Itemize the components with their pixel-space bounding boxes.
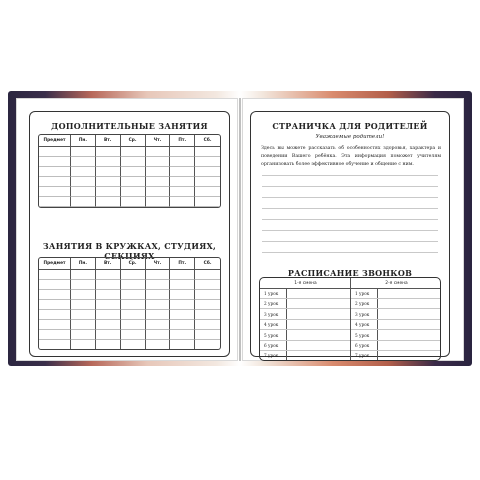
table-cell[interactable]: [96, 340, 121, 350]
table-cell[interactable]: [96, 167, 121, 177]
table-cell[interactable]: [39, 157, 71, 167]
table-cell[interactable]: [170, 300, 195, 310]
table-cell[interactable]: [96, 300, 121, 310]
lesson-label-shift2: 2 урок: [351, 299, 441, 309]
column-header: Вт.: [96, 258, 121, 270]
column-header: Пт.: [170, 258, 195, 270]
column-header: Чт.: [146, 135, 171, 147]
table-cell[interactable]: [146, 330, 171, 340]
table-cell[interactable]: [39, 310, 71, 320]
table-cell[interactable]: [121, 280, 146, 290]
table-cell[interactable]: [39, 300, 71, 310]
table-cell[interactable]: [71, 167, 96, 177]
spine: [239, 98, 241, 361]
table-cell[interactable]: [195, 330, 220, 340]
column-header: Ср.: [121, 258, 146, 270]
table-cell[interactable]: [195, 340, 220, 350]
table-cell[interactable]: [170, 290, 195, 300]
table-cell[interactable]: [195, 290, 220, 300]
table-cell[interactable]: [71, 157, 96, 167]
table-cell[interactable]: [146, 177, 171, 187]
table-cell[interactable]: [96, 290, 121, 300]
column-header: Пн.: [71, 258, 96, 270]
table-cell[interactable]: [146, 310, 171, 320]
bell-schedule-table: [259, 277, 441, 361]
table-cell[interactable]: [121, 197, 146, 207]
greeting: Уважаемые родители!: [315, 134, 385, 140]
table-cell[interactable]: [195, 177, 220, 187]
table-cell[interactable]: [195, 187, 220, 197]
table-cell[interactable]: [195, 270, 220, 280]
table-cell[interactable]: [170, 270, 195, 280]
column-header: Пт.: [170, 135, 195, 147]
table-cell[interactable]: [96, 157, 121, 167]
table-cell[interactable]: [121, 330, 146, 340]
table-cell[interactable]: [96, 280, 121, 290]
table-cell[interactable]: [96, 270, 121, 280]
table-cell[interactable]: [121, 320, 146, 330]
table-cell[interactable]: [195, 197, 220, 207]
table-cell[interactable]: [121, 270, 146, 280]
table-cell[interactable]: [121, 157, 146, 167]
column-header: Предмет: [39, 135, 71, 147]
column-header: Предмет: [39, 258, 71, 270]
table-cell[interactable]: [121, 167, 146, 177]
table-cell[interactable]: [71, 330, 96, 340]
table-cell[interactable]: [71, 280, 96, 290]
table-cell[interactable]: [195, 147, 220, 157]
table-cell[interactable]: [170, 330, 195, 340]
lesson-label-shift1: 6 урок: [260, 341, 350, 351]
table-cell[interactable]: [146, 340, 171, 350]
column-header: Сб.: [195, 258, 220, 270]
table-cell[interactable]: [121, 177, 146, 187]
note-line: [262, 197, 438, 198]
bells-title: РАСПИСАНИЕ ЗВОНКОВ: [287, 268, 413, 278]
shift1-header: 1-я смена: [260, 278, 351, 289]
table-cell[interactable]: [195, 167, 220, 177]
intro-text: Здесь вы можете рассказать об особенностях здоровья, характера и поведении Вашего ребёнка. Эта информация поможет учителям организовать более эффективное обучение и общение с ним.: [261, 146, 441, 167]
table-cell[interactable]: [39, 320, 71, 330]
table-cell[interactable]: [146, 290, 171, 300]
note-line: [262, 186, 438, 187]
note-line: [262, 175, 438, 176]
table-cell[interactable]: [146, 197, 171, 207]
lesson-label-shift1: 1 урок: [260, 289, 350, 299]
table-cell[interactable]: [170, 177, 195, 187]
table-cell[interactable]: [71, 300, 96, 310]
table-cell[interactable]: [170, 340, 195, 350]
lesson-label-shift1: 4 урок: [260, 320, 350, 330]
table-cell[interactable]: [71, 147, 96, 157]
shift2-header: 2-я смена: [351, 278, 441, 289]
table-cell[interactable]: [71, 270, 96, 280]
table-cell[interactable]: [71, 290, 96, 300]
table-cell[interactable]: [170, 167, 195, 177]
extra-classes-table: [38, 134, 221, 208]
table-cell[interactable]: [71, 177, 96, 187]
column-header: Сб.: [195, 135, 220, 147]
table-cell[interactable]: [146, 157, 171, 167]
table-cell[interactable]: [71, 340, 96, 350]
table-cell[interactable]: [39, 177, 71, 187]
table-cell[interactable]: [170, 280, 195, 290]
table-cell[interactable]: [170, 310, 195, 320]
lesson-label-shift2: 1 урок: [351, 289, 441, 299]
column-header: Чт.: [146, 258, 171, 270]
table-cell[interactable]: [121, 310, 146, 320]
table-cell[interactable]: [96, 320, 121, 330]
table-cell[interactable]: [96, 330, 121, 340]
table-cell[interactable]: [195, 300, 220, 310]
table-cell[interactable]: [195, 280, 220, 290]
table-cell[interactable]: [121, 187, 146, 197]
clubs-table: [38, 257, 221, 350]
table-cell[interactable]: [170, 187, 195, 197]
table-cell[interactable]: [39, 280, 71, 290]
table-cell[interactable]: [121, 147, 146, 157]
lesson-label-shift1: 2 урок: [260, 299, 350, 309]
table-cell[interactable]: [195, 157, 220, 167]
table-cell[interactable]: [195, 310, 220, 320]
lesson-label-shift1: 5 урок: [260, 331, 350, 341]
note-line: [262, 241, 438, 242]
table-cell[interactable]: [71, 187, 96, 197]
table-cell[interactable]: [146, 270, 171, 280]
lesson-label-shift2: 6 урок: [351, 341, 441, 351]
lesson-label-shift2: 5 урок: [351, 331, 441, 341]
lesson-label-shift2: 7 урок: [351, 351, 441, 361]
note-line: [262, 230, 438, 231]
column-header: Вт.: [96, 135, 121, 147]
note-line: [262, 252, 438, 253]
lesson-label-shift2: 4 урок: [351, 320, 441, 330]
table-cell[interactable]: [146, 187, 171, 197]
table-cell[interactable]: [146, 320, 171, 330]
table-cell[interactable]: [170, 320, 195, 330]
table-cell[interactable]: [146, 300, 171, 310]
table-cell[interactable]: [96, 147, 121, 157]
section2-title: ЗАНЯТИЯ В КРУЖКАХ, СТУДИЯХ, СЕКЦИЯХ: [42, 241, 217, 261]
table-cell[interactable]: [39, 290, 71, 300]
lesson-label-shift1: 3 урок: [260, 310, 350, 320]
section1-title: ДОПОЛНИТЕЛЬНЫЕ ЗАНЯТИЯ: [51, 121, 208, 131]
table-cell[interactable]: [71, 310, 96, 320]
table-cell[interactable]: [146, 280, 171, 290]
note-line: [262, 208, 438, 209]
table-cell[interactable]: [146, 167, 171, 177]
table-cell[interactable]: [146, 147, 171, 157]
table-cell[interactable]: [39, 340, 71, 350]
table-cell[interactable]: [195, 320, 220, 330]
table-cell[interactable]: [121, 290, 146, 300]
table-cell[interactable]: [170, 197, 195, 207]
table-cell[interactable]: [170, 157, 195, 167]
table-cell[interactable]: [39, 330, 71, 340]
table-cell[interactable]: [71, 320, 96, 330]
column-header: Пн.: [71, 135, 96, 147]
note-line: [262, 219, 438, 220]
table-cell[interactable]: [39, 167, 71, 177]
table-cell[interactable]: [39, 187, 71, 197]
lesson-label-shift2: 3 урок: [351, 310, 441, 320]
table-cell[interactable]: [96, 187, 121, 197]
table-cell[interactable]: [39, 270, 71, 280]
table-cell[interactable]: [170, 147, 195, 157]
column-header: Ср.: [121, 135, 146, 147]
table-cell[interactable]: [96, 310, 121, 320]
table-cell[interactable]: [71, 197, 96, 207]
parents-page-title: СТРАНИЧКА ДЛЯ РОДИТЕЛЕЙ: [272, 121, 428, 131]
table-cell[interactable]: [39, 147, 71, 157]
lesson-label-shift1: 7 урок: [260, 351, 350, 361]
table-cell[interactable]: [96, 177, 121, 187]
table-cell[interactable]: [121, 340, 146, 350]
table-cell[interactable]: [121, 300, 146, 310]
table-cell[interactable]: [96, 197, 121, 207]
table-cell[interactable]: [39, 197, 71, 207]
